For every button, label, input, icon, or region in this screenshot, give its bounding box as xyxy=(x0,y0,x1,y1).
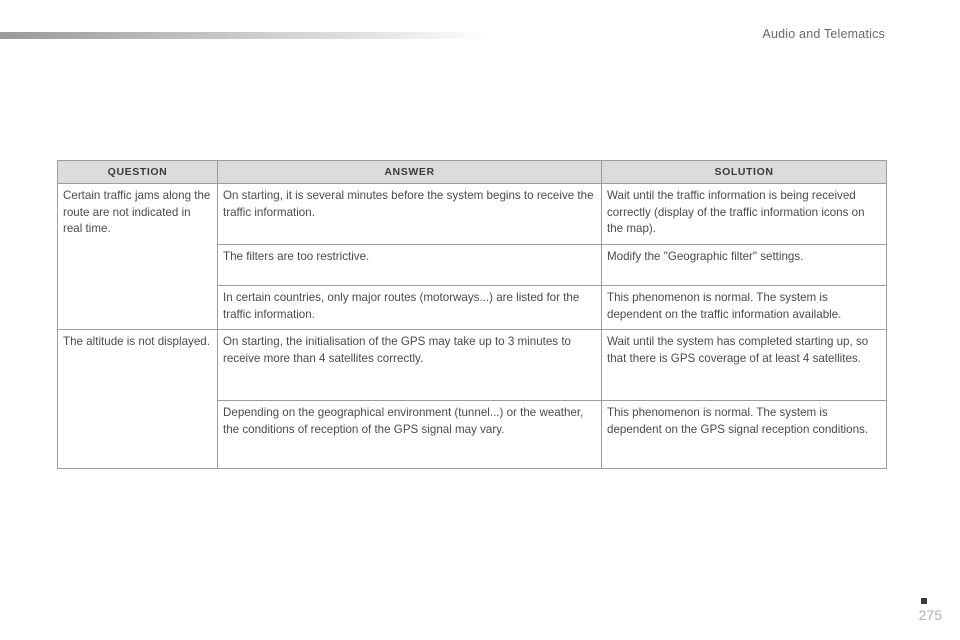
column-header-solution: SOLUTION xyxy=(602,161,887,184)
troubleshooting-table xyxy=(57,160,887,469)
page-number: 275 xyxy=(918,607,942,623)
page-marker-icon xyxy=(921,598,927,604)
answer-cell: Depending on the geographical environment (tunnel...) or the weather, the conditions of reception of the GPS signal may vary. xyxy=(218,401,602,469)
solution-cell: Wait until the system has completed starting up, so that there is GPS coverage of at least 4 satellites. xyxy=(602,330,887,401)
solution-cell: This phenomenon is normal. The system is dependent on the traffic information available. xyxy=(602,286,887,330)
section-title: Audio and Telematics xyxy=(762,27,885,41)
column-header-question: QUESTION xyxy=(58,161,218,184)
solution-cell: This phenomenon is normal. The system is dependent on the GPS signal reception conditions. xyxy=(602,401,887,469)
question-cell: The altitude is not displayed. xyxy=(58,330,218,469)
answer-cell: On starting, it is several minutes before the system begins to receive the traffic information. xyxy=(218,184,602,245)
solution-cell: Wait until the traffic information is being received correctly (display of the traffic information icons on the map). xyxy=(602,184,887,245)
column-header-answer: ANSWER xyxy=(218,161,602,184)
header-decorative-bar xyxy=(0,32,490,39)
table-row xyxy=(58,330,887,401)
question-cell: Certain traffic jams along the route are not indicated in real time. xyxy=(58,184,218,330)
answer-cell: In certain countries, only major routes (motorways...) are listed for the traffic information. xyxy=(218,286,602,330)
solution-cell: Modify the "Geographic filter" settings. xyxy=(602,245,887,286)
answer-cell: On starting, the initialisation of the GPS may take up to 3 minutes to receive more than 4 satellites correctly. xyxy=(218,330,602,401)
table-header-row xyxy=(58,161,887,184)
answer-cell: The filters are too restrictive. xyxy=(218,245,602,286)
table-row xyxy=(58,184,887,245)
